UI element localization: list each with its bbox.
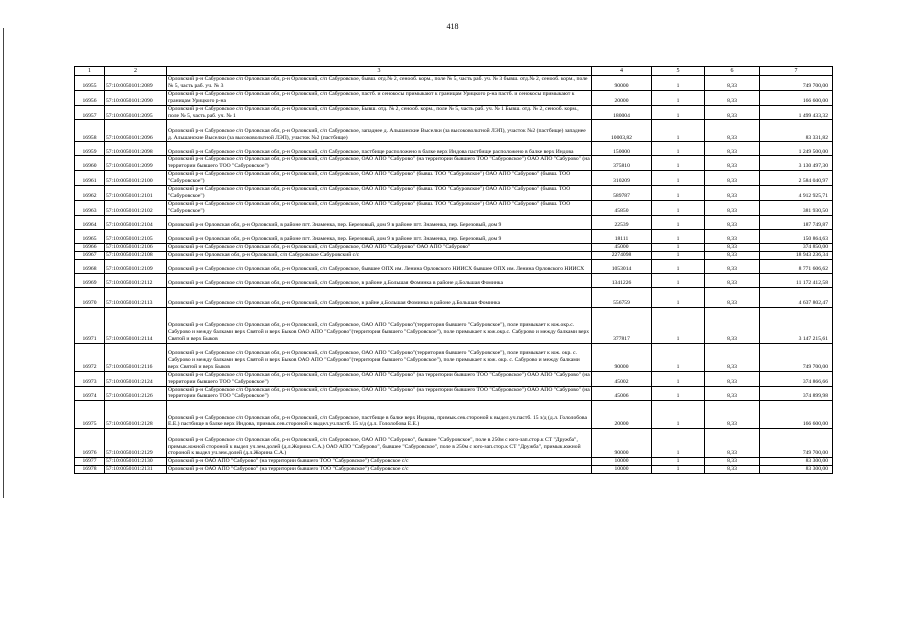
price-value: 1 249 500,00 [760,142,833,156]
column-5-value: 1 [652,273,705,287]
location-description: Орловский р-н Сабуровское с/п Орловская обл, р-н Орловский, с/п Сабуровское, пастбище в балке верх Индова, примык.сев.стороной к выдел.уч.пастб. 15 з/д (д.л. Гололобова Е.Е.) пастбище в балке верх Индова, примык.сев.стороной к выдел.уч.пастб. 15 з/д (д.л. Гололобова Е.Е.) [167,401,592,429]
column-5-value: 1 [652,171,705,186]
row-number: 16968 [75,259,105,273]
column-5-value: 1 [652,76,705,91]
price-value: 8 771 606,62 [760,259,833,273]
cadastral-number: 57:10:0050101:2114 [105,307,167,343]
header-col-2: 2 [105,67,167,76]
column-6-value: 8,33 [705,307,760,343]
price-value: 166 600,00 [760,90,833,105]
column-5-value: 1 [652,429,705,458]
area-value: 18111 [592,229,652,243]
row-number: 16964 [75,215,105,229]
area-value: 556759 [592,287,652,307]
page-edge-line [3,28,4,498]
row-number: 16969 [75,273,105,287]
column-6-value: 8,33 [705,401,760,429]
column-6-value: 8,33 [705,386,760,401]
cadastral-number: 57:10:0050101:2124 [105,371,167,386]
cadastral-number: 57:10:0050101:2095 [105,105,167,120]
column-6-value: 8,33 [705,229,760,243]
location-description: Орловский р-н Орловская обл, р-н Орловский, в районе пгт. Знаменка, пер. Березовый, дом 9 в районе пгт. Знаменка, пер. Березовый, дом 9 [167,215,592,229]
table-row [75,259,833,273]
location-description: Орловский р-н Сабуровское с/п Орловская обл, р-н Орловский, с/п Сабуровское, западнее д. Альшанские Выселки (за высоковольтной ЛЭП), участок №2 (пастбище) западнее д. Альшанские Выселки (за высоковольтной ЛЭП), участок №2 (пастбище) [167,120,592,142]
table-row [75,105,833,120]
cadastral-number: 57:10:0050101:2109 [105,259,167,273]
table-row [75,458,833,466]
location-description: Орловский р-н ОАО АПО "Сабурово" (на территории бывшего ТОО "Сабуровское") Сабуровское с/с [167,466,592,474]
row-number: 16978 [75,466,105,474]
cadastral-number: 57:10:0050101:2129 [105,429,167,458]
column-6-value: 8,33 [705,200,760,215]
cadastral-number: 57:10:0050101:2101 [105,186,167,201]
table-row [75,156,833,171]
price-value: 3 130 497,30 [760,156,833,171]
row-number: 16960 [75,156,105,171]
area-value: 10000 [592,466,652,474]
column-6-value: 8,33 [705,90,760,105]
area-value: 22539 [592,215,652,229]
column-5-value: 1 [652,142,705,156]
price-value: 4 637 802,47 [760,287,833,307]
location-description: Орловский р-н Сабуровское с/п Орловская обл, р-н Орловский, с/п Сабуровское, ОАО АПО "Сабурово" (на территории бывшего ТОО "Сабуровское") ОАО АПО "Сабурово" (на территории бывшего ТОО "Сабуровское") [168,386,590,400]
area-value: 45850 [592,200,652,215]
row-number: 16956 [75,90,105,105]
location-description: Орловский р-н Сабуровское с/п Орловская обл, р-н Орловский, с/п Сабуровское, бывшее ОПХ им. Ленина Орловского НИИСХ бывшее ОПХ им. Ленина Орловского НИИСХ [167,259,592,273]
table-row [75,273,833,287]
cadastral-number: 57:10:0050101:2113 [105,287,167,307]
column-6-value: 8,33 [705,287,760,307]
price-value: 150 864,63 [760,229,833,243]
table-row [75,120,833,142]
row-number: 16962 [75,186,105,201]
cadastral-number: 57:10:0050101:2108 [105,251,167,259]
location-description: Орловский р-н Сабуровское с/п Орловская обл, р-н Орловский, с/п Сабуровское, ОАО АПО "Сабурово" ОАО АПО "Сабурово" [167,243,592,251]
cadastral-number: 57:10:0050101:2106 [105,243,167,251]
column-5-value: 1 [652,259,705,273]
header-col-1: 1 [75,67,105,76]
location-description: Орловский р-н Орловская обл, р-н Орловский, с/п Сабуровское Сабуровский с/с [167,251,592,259]
area-value: 90000 [592,429,652,458]
area-value: 310209 [592,171,652,186]
location-description: Орловский р-н Сабуровское с/п Орловская обл, р-н Орловский, с/п Сабуровское, Бывш. отд. № 2, сенооб. корм., поле № 5, часть раб. уч. № 1 Бывш. отд. № 2, сенооб. корм., поле № 5, часть раб. уч. № 1 [167,105,592,120]
cadastral-number: 57:10:0050101:2131 [105,466,167,474]
area-value: 90000 [592,76,652,91]
table-row [75,243,833,251]
area-value: 10000 [592,458,652,466]
cadastral-number: 57:10:0050101:2096 [105,120,167,142]
column-5-value: 1 [652,401,705,429]
column-6-value: 8,33 [705,371,760,386]
row-number: 16959 [75,142,105,156]
location-description: Орловский р-н Сабуровское с/п Орловская обл, р-н Орловский, с/п Сабуровское, ОАО АПО "Сабурово", бывшее "Сабуровское", поле в 250м с юго-зап.стор.к СТ "Дружба", примык.южной стороной к выдел уч.зем.долей (д.л.Жорина С.А.) ОАО АПО "Сабурово", бывшее "Сабуровское", поле в 250м с юго-зап.стор.к СТ "Дружба", примык.южной стороной к выдел уч.зем.долей (д.л.Жорина С.А.) [167,429,592,458]
location-description: Орловский р-н Сабуровское с/п Орловская обл, р-н Орловский, с/п Сабуровское, ОАО АПО "Сабурово" (на территории бывшего ТОО "Сабуровское") ОАО АПО "Сабурово" (на территории бывшего ТОО "Сабуровское") [168,156,590,170]
area-value: 1341226 [592,273,652,287]
row-number: 16965 [75,229,105,243]
price-value: 187 749,87 [760,215,833,229]
column-5-value: 1 [652,120,705,142]
column-5-value: 1 [652,200,705,215]
column-5-value: 1 [652,307,705,343]
price-value: 749 700,00 [760,343,833,371]
location-description: Орловский р-н Сабуровское с/п Орловская обл, р-н Орловский, с/п Сабуровское, ОАО АПО "Сабурово" (бывш. ТОО "Сабуровское") ОАО АПО "Сабурово" (бывш. ТОО "Сабуровское") [167,171,592,186]
row-number: 16975 [75,401,105,429]
area-value: 377817 [592,307,652,343]
table-row [75,186,833,201]
column-5-value: 1 [652,466,705,474]
location-description: Орловский р-н Сабуровское с/п Орловская обл, р-н Орловский, с/п Сабуровское, в районе д.Большая Фоминка в районе д.Большая Фоминка [167,273,592,287]
column-6-value: 8,33 [705,429,760,458]
area-value: 20000 [592,401,652,429]
price-value: 1 499 433,32 [760,105,833,120]
column-6-value: 8,33 [705,142,760,156]
row-number: 16973 [75,371,105,386]
price-value: 83 331,82 [760,120,833,142]
column-5-value: 1 [652,243,705,251]
table-row [75,401,833,429]
price-value: 83 300,00 [760,466,833,474]
location-description: Орловский р-н Сабуровское с/п Орловская обл, р-н Орловский, с/п Сабуровское, ОАО АПО "Сабурово" (бывш. ТОО "Сабуровское") ОАО АПО "Сабурово" (бывш. ТОО "Сабуровское") [167,200,592,215]
cadastral-number: 57:10:0050101:2104 [105,215,167,229]
column-5-value: 1 [652,251,705,259]
location-description: Орловский р-н Сабуровское с/п Орловская обл, р-н Орловский, с/п Сабуровское, бывш. отд.№ 2, сенооб. корм., поле № 5, часть раб. уч. № 3 бывш. отд.№ 2, сенооб. корм., поле № 5, часть раб. уч. № 3 [167,76,592,91]
column-6-value: 8,33 [705,156,760,171]
row-number: 16958 [75,120,105,142]
location-description: Орловский р-н Орловская обл, р-н Орловский, в районе пгт. Знаменка, пер. Березовый, дом 9 в районе пгт. Знаменка, пер. Березовый, дом 9 [167,229,592,243]
column-6-value: 8,33 [705,343,760,371]
price-value: 374 850,00 [760,243,833,251]
cadastral-number: 57:10:0050101:2089 [105,76,167,91]
area-value: 150000 [592,142,652,156]
cadastral-number: 57:10:0050101:2100 [105,171,167,186]
row-number: 16957 [75,105,105,120]
column-5-value: 1 [652,156,705,171]
table-row [75,229,833,243]
price-value: 3 147 215,61 [760,307,833,343]
area-value: 45000 [592,243,652,251]
column-6-value: 8,33 [705,243,760,251]
column-5-value: 1 [652,186,705,201]
column-5-value: 1 [652,90,705,105]
location-description: Орловский р-н Сабуровское с/п Орловская обл, р-н Орловский, с/п Сабуровское, пастб. и сенокосы примыкают к границам Урицкого р-на пастб. и сенокосы примыкают к границам Урицкого р-на [167,90,592,105]
row-number: 16974 [75,386,105,401]
column-5-value: 1 [652,386,705,401]
area-value: 10003,82 [592,120,652,142]
cadastral-number: 57:10:0050101:2116 [105,343,167,371]
cadastral-number: 57:10:0050101:2105 [105,229,167,243]
land-parcels-table [74,66,833,474]
column-6-value: 8,33 [705,259,760,273]
column-5-value: 1 [652,287,705,307]
table-row [75,371,833,386]
price-value: 2 584 040,97 [760,171,833,186]
row-number: 16970 [75,287,105,307]
price-value: 11 172 412,58 [760,273,833,287]
column-6-value: 8,33 [705,171,760,186]
header-col-5: 5 [652,67,705,76]
area-value: 45006 [592,386,652,401]
price-value: 374 866,66 [760,371,833,386]
table-row [75,386,833,401]
page-number: 418 [446,22,459,31]
cadastral-number: 57:10:0050101:2128 [105,401,167,429]
column-6-value: 8,33 [705,273,760,287]
row-number: 16977 [75,458,105,466]
header-col-7: 7 [760,67,833,76]
price-value: 18 943 236,34 [760,251,833,259]
column-6-value: 8,33 [705,215,760,229]
table-row [75,76,833,91]
cadastral-number: 57:10:0050101:2102 [105,200,167,215]
table-row [75,251,833,259]
cadastral-number: 57:10:0050101:2126 [105,386,167,401]
header-row [75,67,833,76]
table-row [75,343,833,371]
column-5-value: 1 [652,215,705,229]
column-5-value: 1 [652,105,705,120]
row-number: 16961 [75,171,105,186]
cadastral-number: 57:10:0050101:2090 [105,90,167,105]
table-row [75,307,833,343]
price-value: 381 930,50 [760,200,833,215]
column-5-value: 1 [652,371,705,386]
location-description: Орловский р-н Сабуровское с/п Орловская обл, р-н Орловский, с/п Сабуровское, ОАО АПО "Сабурово"(территория бывшего "Сабуровское"), поле примыкает к юж.окр.с. Сабурово и между балками верх Святой и верх Быков ОАО АПО "Сабурово"(территория бывшего "Сабуровское"), поле примыкает к юж.окр.с. Сабурово и между балками верх Святой и верх Быков [167,307,592,343]
cadastral-number: 57:10:0050101:2130 [105,458,167,466]
row-number: 16972 [75,343,105,371]
row-number: 16976 [75,429,105,458]
column-6-value: 8,33 [705,120,760,142]
price-value: 374 899,98 [760,386,833,401]
table-row [75,429,833,458]
price-value: 749 700,00 [760,76,833,91]
area-value: 1053014 [592,259,652,273]
column-6-value: 8,33 [705,186,760,201]
location-description: Орловский р-н ОАО АПО "Сабурово" (на территории бывшего ТОО "Сабуровское") Сабуровское с/с [167,458,592,466]
table-row [75,90,833,105]
column-6-value: 8,33 [705,466,760,474]
location-description: Орловский р-н Сабуровское с/п Орловская обл, р-н Орловский, с/п Сабуровское, пастбище расположено в балке верх Индова пастбище расположено в балке верх Индова [167,142,592,156]
table-row [75,171,833,186]
table-row [75,200,833,215]
column-6-value: 8,33 [705,458,760,466]
cadastral-number: 57:10:0050101:2099 [105,156,167,171]
area-value: 45002 [592,371,652,386]
table-row [75,142,833,156]
location-description: Орловский р-н Сабуровское с/п Орловская обл, р-н Орловский, с/п Сабуровское, ОАО АПО "Сабурово"(территория бывшего "Сабуровское"), поле примыкает к юж. окр. с. Сабурово и между балками верх Святой и верх Быков ОАО АПО "Сабурово"(территория бывшего "Сабуровское"), поле примыкает к юж. окр. с. Сабурово и между балками верх Святой и верх Быков [167,343,592,371]
location-description: Орловский р-н Сабуровское с/п Орловская обл, р-н Орловский, с/п Сабуровское, ОАО АПО "Сабурово" (бывш. ТОО "Сабуровское") ОАО АПО "Сабурово" (бывш. ТОО "Сабуровское") [167,186,592,201]
column-6-value: 8,33 [705,105,760,120]
cadastral-number: 57:10:0050101:2112 [105,273,167,287]
column-6-value: 8,33 [705,76,760,91]
price-value: 166 600,00 [760,401,833,429]
location-description: Орловский р-н Сабуровское с/п Орловская обл, р-н Орловский, с/п Сабуровское, ОАО АПО "Сабурово" (на территории бывшего ТОО "Сабуровское") ОАО АПО "Сабурово" (на территории бывшего ТОО "Сабуровское") [168,371,590,385]
row-number: 16955 [75,76,105,91]
table-row [75,287,833,307]
area-value: 2274098 [592,251,652,259]
header-col-6: 6 [705,67,760,76]
price-value: 749 700,00 [760,429,833,458]
area-value: 180004 [592,105,652,120]
row-number: 16971 [75,307,105,343]
column-5-value: 1 [652,229,705,243]
header-col-4: 4 [592,67,652,76]
area-value: 20000 [592,90,652,105]
column-5-value: 1 [652,458,705,466]
row-number: 16963 [75,200,105,215]
header-col-3: 3 [167,67,592,76]
column-5-value: 1 [652,343,705,371]
price-value: 4 912 925,71 [760,186,833,201]
location-description: Орловский р-н Сабуровское с/п Орловская обл, р-н Орловский, с/п Сабуровское, в райне д.Большая Фоминка в районе д.Большая Фоминка [167,287,592,307]
row-number: 16967 [75,251,105,259]
table-row [75,466,833,474]
area-value: 90000 [592,343,652,371]
column-6-value: 8,33 [705,251,760,259]
table-row [75,215,833,229]
price-value: 83 300,00 [760,458,833,466]
cadastral-number: 57:10:0050101:2098 [105,142,167,156]
area-value: 375810 [592,156,652,171]
row-number: 16966 [75,243,105,251]
area-value: 589787 [592,186,652,201]
